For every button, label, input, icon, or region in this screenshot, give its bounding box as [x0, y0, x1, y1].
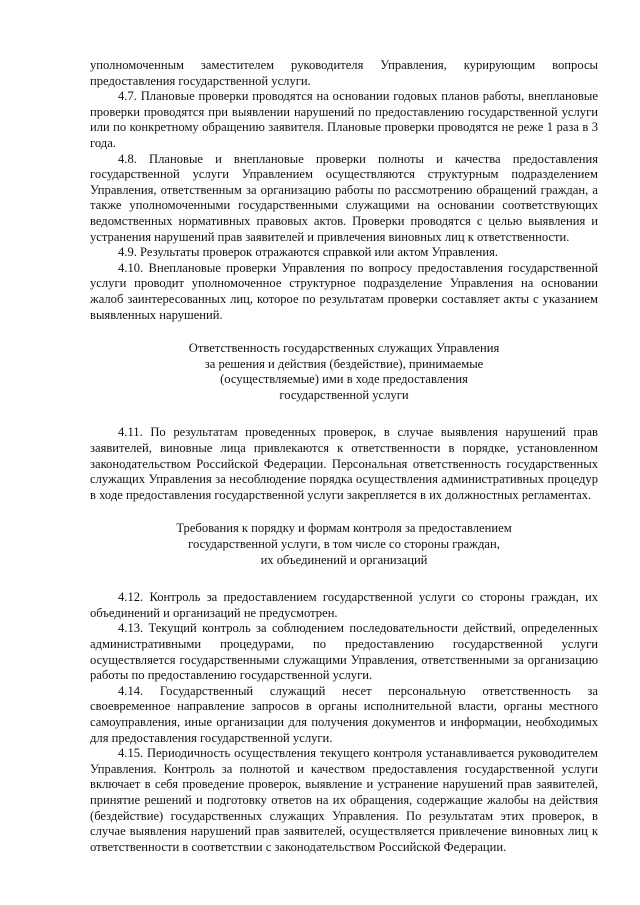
heading-line: Ответственность государственных служащих Управления: [188, 341, 500, 356]
heading-line: за решения и действия (бездействие), принимаемые: [204, 356, 484, 371]
paragraph-4-10: 4.10. Внеплановые проверки Управления по вопросу предоставления государственной услуги проводит уполномоченное структурное подразделение Управления на основании жалоб заинтересованных лиц, которое по результатам проверки составляет акты с указанием выявленных нарушений.: [90, 260, 598, 322]
paragraph-4-11: 4.11. По результатам проведенных проверок, в случае выявления нарушений прав заявителей, виновные лица привлекаются к ответственности в порядке, установленном законодательством Российской Федерации. Персональная ответственность государственных служащих Управления за несоблюдение порядка осуществления административных процедур в ходе предоставления государственной услуги закрепляется в их должностных регламентах.: [90, 425, 598, 502]
heading-line: Требования к порядку и формам контроля за предоставлением: [176, 521, 512, 536]
paragraph-4-12: 4.12. Контроль за предоставлением государственной услуги со стороны граждан, их объединений и организаций не предусмотрен.: [90, 590, 598, 620]
paragraph-4-9: 4.9. Результаты проверок отражаются справкой или актом Управления.: [118, 245, 499, 260]
paragraph-4-14: 4.14. Государственный служащий несет персональную ответственность за своевременное направление запросов в органы исполнительной власти, органы местного самоуправления, иные организации для получения документов и информации, необходимых для предоставления государственной услуги.: [90, 683, 598, 745]
paragraph-4-13: 4.13. Текущий контроль за соблюдением последовательности действий, определенных административными процедурами, по предоставлению государственной услуги осуществляется государственными служащими Управления, ответственными за организацию работы по предоставлению государственной услуги.: [90, 621, 598, 683]
document-page: [90, 58, 598, 855]
spacer: [90, 323, 598, 341]
heading-line: государственной услуги, в том числе со стороны граждан,: [188, 537, 500, 552]
paragraph-4-7: 4.7. Плановые проверки проводятся на основании годовых планов работы, внеплановые проверки проводятся при выявлении нарушений по предоставлению государственной услуги или по конкретному обращению заявителя. Плановые проверки проводятся не реже 1 раза в 3 года.: [90, 89, 598, 150]
spacer: [90, 568, 598, 590]
heading-line: государственной услуги: [279, 387, 409, 402]
paragraph-4-8: 4.8. Плановые и внеплановые проверки полноты и качества предоставления государственной услуги Управлением осуществляются структурным подразделением Управления, ответственным за организацию работы по рассмотрению обращений граждан, а также уполномоченными государственными служащими на основании соответствующих ведомственных нормативных правовых актов. Проверки проводятся с целью выявления и устранения нарушений прав заявителей и привлечения виновных лиц к ответственности.: [90, 151, 598, 244]
spacer: [90, 403, 598, 425]
section-heading-responsibility: [90, 341, 598, 403]
heading-line: их объединений и организаций: [260, 552, 428, 567]
paragraph-4-15: 4.15. Периодичность осуществления текущего контроля устанавливается руководителем Управления. Контроль за полнотой и качеством предоставления государственной услуги включает в себя проведение проверок, выявление и устранение нарушений прав заявителей, принятие решений и подготовку ответов на их обращения, содержащие жалобы на действия (бездействие) государственных служащих Управления. По результатам этих проверок, в случае выявления нарушений прав заявителей, осуществляется привлечение виновных лиц к ответственности в соответствии с законодательством Российской Федерации.: [90, 746, 598, 854]
paragraph-continuation: уполномоченным заместителем руководителя Управления, курирующим вопросы предоставления государственной услуги.: [90, 58, 598, 88]
section-heading-control-requirements: [90, 521, 598, 568]
spacer: [90, 503, 598, 521]
heading-line: (осуществляемые) ими в ходе предоставления: [220, 372, 468, 387]
